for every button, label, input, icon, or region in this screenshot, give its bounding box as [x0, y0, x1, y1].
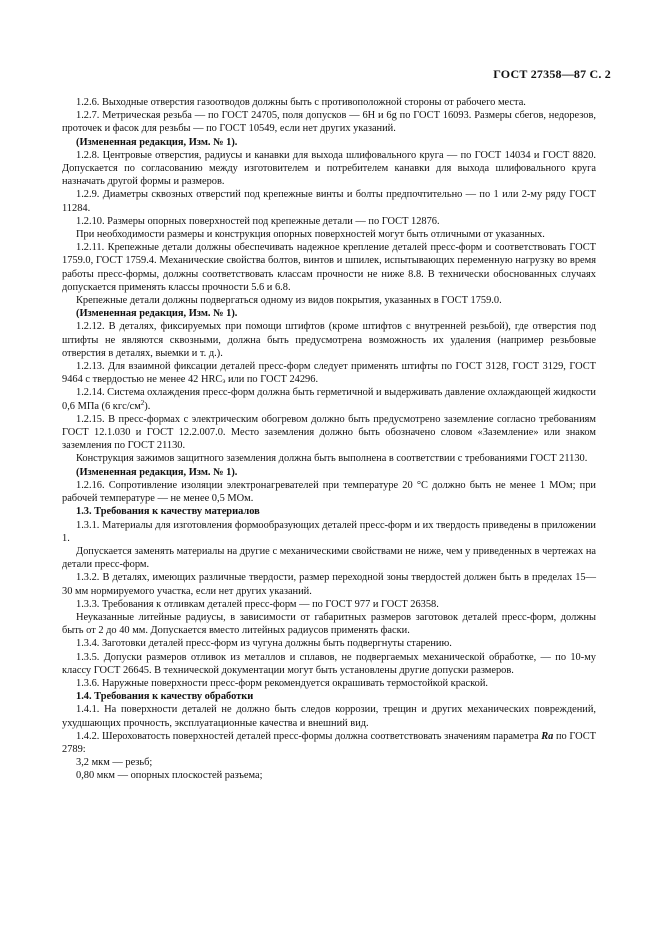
paragraph: 1.2.10. Размеры опорных поверхностей под крепежные детали — по ГОСТ 12876.	[76, 215, 440, 227]
paragraph: Допускается заменять материалы на другие с механическими свойствами не ниже, чем у приведенных в чертежах на детали пресс-форм.	[62, 545, 596, 571]
paragraph-text: 1.2.13. Для взаимной фиксации деталей пресс-форм следует применять штифты по ГОСТ 3128, ГОСТ 3129, ГОСТ 9464 с твердостью не менее 42 HRC	[62, 361, 596, 386]
paragraph: 1.2.11. Крепежные детали должны обеспечивать надежное крепление деталей пресс-форм и соответствовать ГОСТ 1759.0, ГОСТ 1759.4. Механические свойства болтов, винтов и шпилек, испытывающих переменную нагрузку во время работы пресс-формы, должны соответствовать классам прочности не ниже 8.8. В технически обоснованных случаях допускается применять классы прочности 5.6 и 6.8.	[62, 242, 596, 293]
paragraph-text: по ГОСТ 2789:	[62, 730, 597, 755]
paragraph: 1.3.4. Заготовки деталей пресс-форм из чугуна должны быть подвергнуты старению.	[76, 638, 452, 650]
paragraph: Крепежные детали должны подвергаться одному из видов покрытия, указанных в ГОСТ 1759.0.	[76, 295, 502, 307]
paragraph: 1.3.1. Материалы для изготовления формообразующих деталей пресс-форм и их твердость приведены в приложении 1.	[62, 519, 596, 544]
paragraph-text: 1.4.2. Шероховатость поверхностей деталей пресс-формы должна соответствовать значениям параметра	[76, 730, 542, 742]
list-item: 0,80 мкм — опорных плоскостей разъема;	[76, 770, 263, 782]
amendment-note: (Измененная редакция, Изм. № 1).	[76, 308, 238, 320]
ra-parameter: Ra	[541, 730, 554, 742]
section-heading: 1.4. Требования к качеству обработки	[76, 691, 254, 703]
paragraph: 1.2.16. Сопротивление изоляции электронагревателей при температуре 20 °С должно быть не менее 1 МОм; при рабочей температуре — не менее 0,5 МОм.	[62, 479, 596, 505]
paragraph: 1.3.6. Наружные поверхности пресс-форм рекомендуется окрашивать термостойкой краской.	[76, 677, 489, 689]
amendment-note: (Измененная редакция, Изм. № 1).	[76, 466, 238, 478]
paragraph: 1.3.2. В деталях, имеющих различные твердости, размер переходной зоны твердостей должен быть в пределах 15—30 мм нормируемого участка, если нет других указаний.	[62, 572, 596, 597]
paragraph: 1.2.15. В пресс-формах с электрическим обогревом должно быть предусмотрено заземление согласно требованиям ГОСТ 12.1.030 и ГОСТ 12.2.007.0. Место заземления должно быть обозначено словом «Заземление» или знаком заземления по ГОСТ 21130.	[62, 413, 596, 452]
section-heading: 1.3. Требования к качеству материалов	[76, 506, 260, 518]
page-header: ГОСТ 27358—87 С. 2	[493, 67, 611, 81]
paragraph: 1.4.1. На поверхности деталей не должно быть следов коррозии, трещин и других механических повреждений, ухудшающих прочность, эксплуатационные качества и внешний вид.	[62, 704, 596, 729]
paragraph: 1.3.5. Допуски размеров отливок из металлов и сплавов, не подвергаемых механической обработке, — по 10-му классу ГОСТ 26645. В технической документации могут быть установлены другие допуски размеров.	[62, 651, 596, 676]
paragraph: При необходимости размеры и конструкция опорных поверхностей могут быть отличными от указанных.	[76, 229, 545, 241]
paragraph: 1.3.3. Требования к отливкам деталей пресс-форм — по ГОСТ 977 и ГОСТ 26358.	[76, 598, 439, 610]
paragraph: Конструкция зажимов защитного заземления должна быть выполнена в соответствии с требованиями ГОСТ 21130.	[76, 453, 588, 465]
paragraph: 1.2.6. Выходные отверстия газоотводов должны быть с противоположной стороны от рабочего места.	[76, 97, 526, 108]
paragraph: 1.2.7. Метрическая резьба — по ГОСТ 24705, поля допусков — 6H и 6g по ГОСТ 16093. Размеры сбегов, недорезов, проточек и фасок для резьбы — по ГОСТ 10549, если нет других указаний.	[62, 110, 596, 135]
unit-superscript: 2	[140, 398, 145, 407]
paragraph: 1.2.8. Центровые отверстия, радиусы и канавки для выхода шлифовального круга — по ГОСТ 14034 и ГОСТ 8820. Допускается по согласованию между изготовителем и потребителем канавки для выхода шлифовального круга назначать другой формы и размеров.	[62, 149, 596, 188]
document-body	[62, 96, 596, 783]
paragraph	[62, 386, 596, 412]
paragraph: 1.2.12. В деталях, фиксируемых при помощи штифтов (кроме штифтов с внутренней резьбой), где отверстия под штифты не являются сквозными, должна быть предусмотрена возможность их удаления (например резьбовые отверстия в деталях, выемки и т. д.).	[62, 321, 596, 359]
paragraph	[62, 730, 596, 756]
hrc-subscript: э	[222, 377, 226, 386]
paragraph-text: 1.2.14. Система охлаждения пресс-форм должна быть герметичной и выдерживать давление охлаждающей жидкости 0,6 МПа (6 кгс/см	[62, 387, 596, 412]
list-item: 3,2 мкм — резьб;	[76, 757, 153, 769]
paragraph	[62, 360, 596, 386]
amendment-note: (Измененная редакция, Изм. № 1).	[76, 136, 238, 148]
paragraph: Неуказанные литейные радиусы, в зависимости от габаритных размеров заготовок деталей пресс-форм, должны быть от 2 до 40 мм. Допускается вместо литейных радиусов применять фаски.	[62, 611, 596, 637]
paragraph-text: или по ГОСТ 24296.	[225, 374, 319, 386]
paragraph: 1.2.9. Диаметры сквозных отверстий под крепежные винты и болты предпочтительно — по 1 или 2-му ряду ГОСТ 11284.	[62, 189, 596, 214]
paragraph-text: ).	[144, 400, 151, 412]
